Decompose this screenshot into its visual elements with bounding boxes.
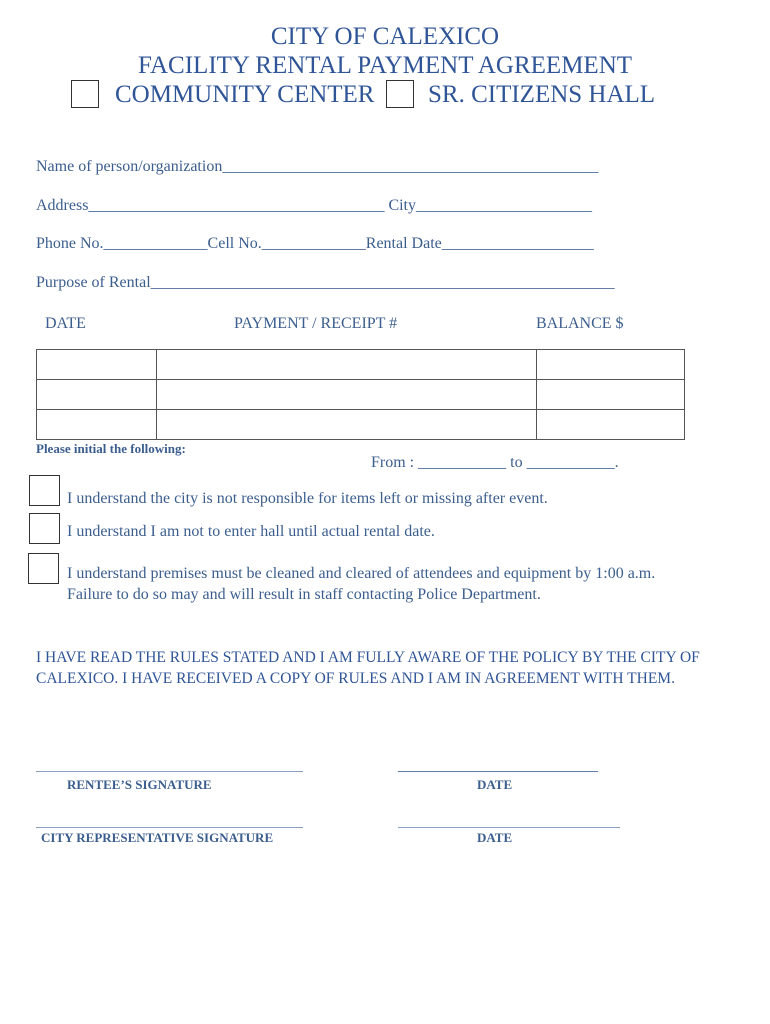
table-row [37,410,685,440]
statement-1: I understand the city is not responsible for items left or missing after event. [67,490,548,507]
sr-citizens-hall-checkbox[interactable] [386,80,414,108]
address-field[interactable]: Address_____________________________________ City______________________ [36,197,592,214]
initial-box-2[interactable] [29,513,60,544]
payment-column-header: PAYMENT / RECEIPT # [234,315,398,332]
date-label-2: DATE [477,830,513,845]
table-row [37,380,685,410]
city-rep-signature-label: CITY REPRESENTATIVE SIGNATURE [41,830,274,845]
balance-cell[interactable] [537,380,685,410]
date-line-1[interactable]: _________________________ [398,757,598,774]
payment-table [36,349,685,440]
table-row [37,350,685,380]
date-label-1: DATE [477,777,513,792]
payment-cell[interactable] [157,350,537,380]
initial-box-3[interactable] [28,553,59,584]
balance-column-header: BALANCE $ [536,315,624,332]
from-to-field[interactable]: From : ___________ to ___________. [371,454,619,471]
city-rep-signature-line[interactable] [36,827,303,828]
date-column-header: DATE [45,315,86,332]
sr-citizens-hall-label: SR. CITIZENS HALL [428,81,656,108]
title-line-2: FACILITY RENTAL PAYMENT AGREEMENT [137,52,633,79]
name-field[interactable]: Name of person/organization_______________________________________________ [36,158,599,175]
date-cell[interactable] [37,380,157,410]
rentee-signature-label: RENTEE’S SIGNATURE [67,777,212,792]
balance-cell[interactable] [537,410,685,440]
purpose-field[interactable]: Purpose of Rental__________________________________________________________ [36,274,615,291]
payment-cell[interactable] [157,380,537,410]
payment-cell[interactable] [157,410,537,440]
statement-3-continued: Failure to do so may and will result in staff contacting Police Department. [67,586,541,603]
statement-3: I understand premises must be cleaned and cleared of attendees and equipment by 1:00 a.m. [67,565,656,582]
statement-2: I understand I am not to enter hall until actual rental date. [67,523,435,540]
date-cell[interactable] [37,350,157,380]
agreement-statement: I HAVE READ THE RULES STATED AND I AM FULLY AWARE OF THE POLICY BY THE CITY OF CALEXICO. I HAVE RECEIVED A COPY OF RULES AND I AM IN AGREEMENT WITH THEM. [36,649,700,687]
balance-cell[interactable] [537,350,685,380]
rentee-signature-line[interactable] [36,771,303,772]
initial-box-1[interactable] [29,475,60,506]
date-cell[interactable] [37,410,157,440]
phone-field[interactable]: Phone No._____________Cell No._____________Rental Date___________________ [36,235,594,252]
community-center-checkbox[interactable] [71,80,99,108]
initials-label: Please initial the following: [36,441,186,456]
date-line-2[interactable] [398,827,620,828]
title-line-1: CITY OF CALEXICO [270,23,500,50]
community-center-label: COMMUNITY CENTER [115,81,375,108]
